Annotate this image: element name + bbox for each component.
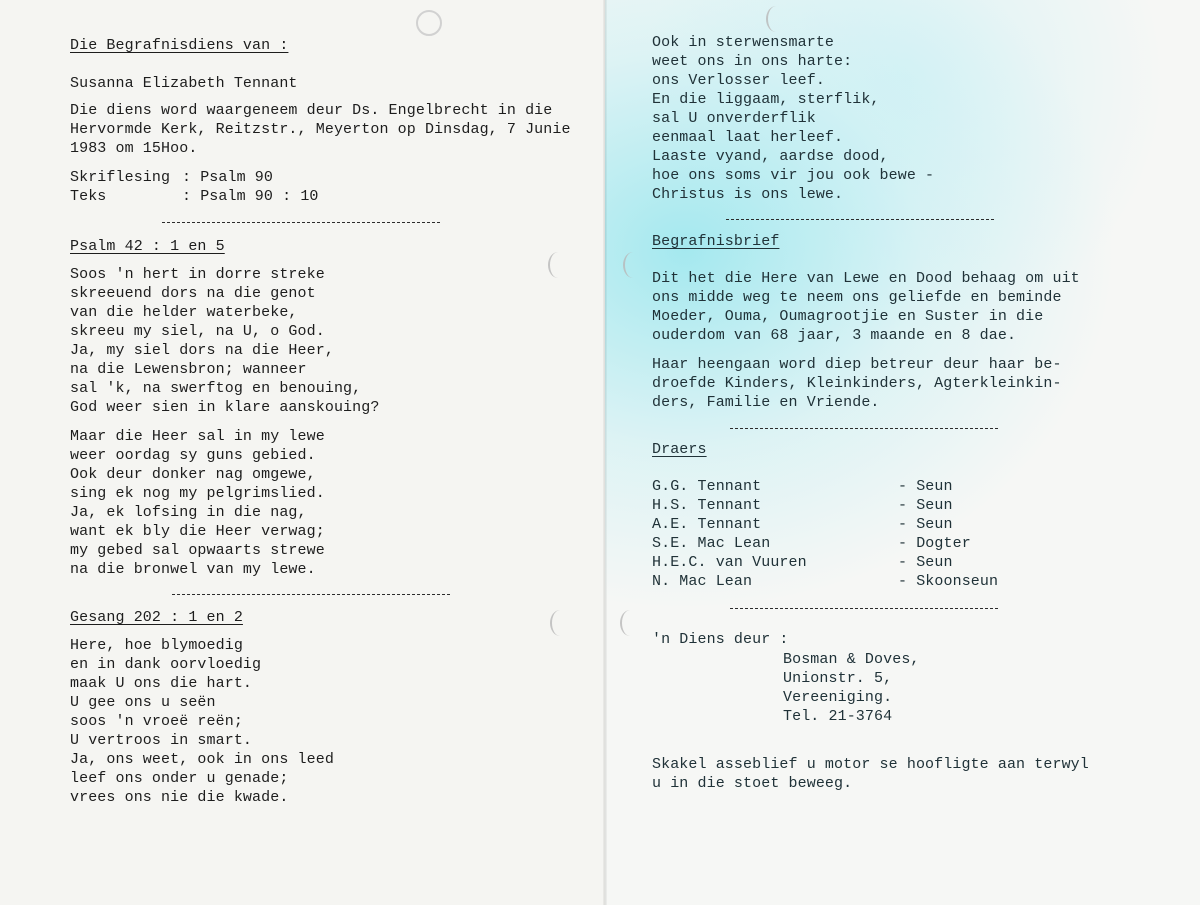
verse-line: God weer sien in klare aanskouing? — [70, 399, 380, 416]
psalm-title: Psalm 42 : 1 en 5 — [70, 238, 225, 255]
divider — [172, 594, 450, 595]
draer-relation: - Dogter — [898, 535, 971, 552]
draer-relation: - Seun — [898, 497, 953, 514]
verse-line: sal 'k, na swerftog en benouing, — [70, 380, 362, 397]
verse-line: en in dank oorvloedig — [70, 656, 262, 673]
reading-label: Skriflesing — [70, 169, 171, 186]
closing-note: u in die stoet beweeg. — [652, 775, 853, 792]
verse-line: sing ek nog my pelgrimslied. — [70, 485, 325, 502]
deceased-name: Susanna Elizabeth Tennant — [70, 75, 298, 92]
draer-name: S.E. Mac Lean — [652, 535, 771, 552]
verse-line: maak U ons die hart. — [70, 675, 253, 692]
service-line: Hervormde Kerk, Reitzstr., Meyerton op Dinsdag, 7 Junie — [70, 121, 571, 138]
reading-value: : Psalm 90 : 10 — [182, 188, 319, 205]
verse-line: my gebed sal opwaarts strewe — [70, 542, 325, 559]
divider — [730, 428, 998, 429]
verse-line: leef ons onder u genade; — [70, 770, 289, 787]
center-fold — [603, 0, 607, 905]
verse-line: na die Lewensbron; wanneer — [70, 361, 307, 378]
brief-line: ons midde weg te neem ons geliefde en beminde — [652, 289, 1062, 306]
verse-line: En die liggaam, sterflik, — [652, 91, 880, 108]
verse-line: eenmaal laat herleef. — [652, 129, 844, 146]
service-line: Die diens word waargeneem deur Ds. Engelbrecht in die — [70, 102, 553, 119]
gesang-title: Gesang 202 : 1 en 2 — [70, 609, 243, 626]
punch-hole — [623, 252, 643, 278]
verse-line: weer oordag sy guns gebied. — [70, 447, 316, 464]
verse-line: soos 'n vroeë reën; — [70, 713, 243, 730]
verse-line: weet ons in ons harte: — [652, 53, 853, 70]
verse-line: na die bronwel van my lewe. — [70, 561, 316, 578]
address-line: Vereeniging. — [783, 689, 893, 706]
address-line: Bosman & Doves, — [783, 651, 920, 668]
verse-line: skreeuend dors na die genot — [70, 285, 316, 302]
closing-note: Skakel asseblief u motor se hoofligte aan terwyl — [652, 756, 1089, 773]
verse-line: want ek bly die Heer verwag; — [70, 523, 325, 540]
brief-line: droefde Kinders, Kleinkinders, Agterkleinkin- — [652, 375, 1062, 392]
draer-name: A.E. Tennant — [652, 516, 762, 533]
service-line: 1983 om 15Hoo. — [70, 140, 198, 157]
draer-relation: - Skoonseun — [898, 573, 999, 590]
brief-line: Haar heengaan word diep betreur deur haar be- — [652, 356, 1062, 373]
service-heading: Die Begrafnisdiens van : — [70, 37, 289, 54]
punch-hole — [548, 252, 568, 278]
verse-line: U gee ons u seën — [70, 694, 216, 711]
punch-hole — [766, 6, 786, 32]
verse-line: vrees ons nie die kwade. — [70, 789, 289, 806]
divider — [726, 219, 994, 220]
draer-relation: - Seun — [898, 478, 953, 495]
divider — [162, 222, 440, 223]
verse-line: Ook deur donker nag omgewe, — [70, 466, 316, 483]
verse-line: Ja, ons weet, ook in ons leed — [70, 751, 334, 768]
verse-line: U vertroos in smart. — [70, 732, 253, 749]
verse-line: hoe ons soms vir jou ook bewe - — [652, 167, 935, 184]
verse-line: Maar die Heer sal in my lewe — [70, 428, 325, 445]
reading-label: Teks — [70, 188, 107, 205]
verse-line: Ja, ek lofsing in die nag, — [70, 504, 307, 521]
draer-name: N. Mac Lean — [652, 573, 753, 590]
verse-line: skreeu my siel, na U, o God. — [70, 323, 325, 340]
brief-line: Dit het die Here van Lewe en Dood behaag om uit — [652, 270, 1080, 287]
draer-name: H.S. Tennant — [652, 497, 762, 514]
brief-line: ouderdom van 68 jaar, 3 maande en 8 dae. — [652, 327, 1017, 344]
draer-relation: - Seun — [898, 554, 953, 571]
verse-line: Laaste vyand, aardse dood, — [652, 148, 889, 165]
punch-hole — [416, 10, 442, 36]
service-by-label: 'n Diens deur : — [652, 631, 789, 648]
verse-line: Christus is ons lewe. — [652, 186, 844, 203]
address-line: Tel. 21-3764 — [783, 708, 893, 725]
verse-line: Here, hoe blymoedig — [70, 637, 243, 654]
draer-relation: - Seun — [898, 516, 953, 533]
reading-value: : Psalm 90 — [182, 169, 274, 186]
divider — [730, 608, 998, 609]
verse-line: ons Verlosser leef. — [652, 72, 825, 89]
verse-line: Soos 'n hert in dorre streke — [70, 266, 325, 283]
brief-title: Begrafnisbrief — [652, 233, 780, 250]
brief-line: Moeder, Ouma, Oumagrootjie en Suster in die — [652, 308, 1044, 325]
punch-hole — [620, 610, 640, 636]
draer-name: G.G. Tennant — [652, 478, 762, 495]
verse-line: Ook in sterwensmarte — [652, 34, 835, 51]
verse-line: van die helder waterbeke, — [70, 304, 298, 321]
draers-title: Draers — [652, 441, 707, 458]
brief-line: ders, Familie en Vriende. — [652, 394, 880, 411]
draer-name: H.E.C. van Vuuren — [652, 554, 807, 571]
punch-hole — [550, 610, 570, 636]
verse-line: sal U onverderflik — [652, 110, 816, 127]
verse-line: Ja, my siel dors na die Heer, — [70, 342, 334, 359]
address-line: Unionstr. 5, — [783, 670, 893, 687]
